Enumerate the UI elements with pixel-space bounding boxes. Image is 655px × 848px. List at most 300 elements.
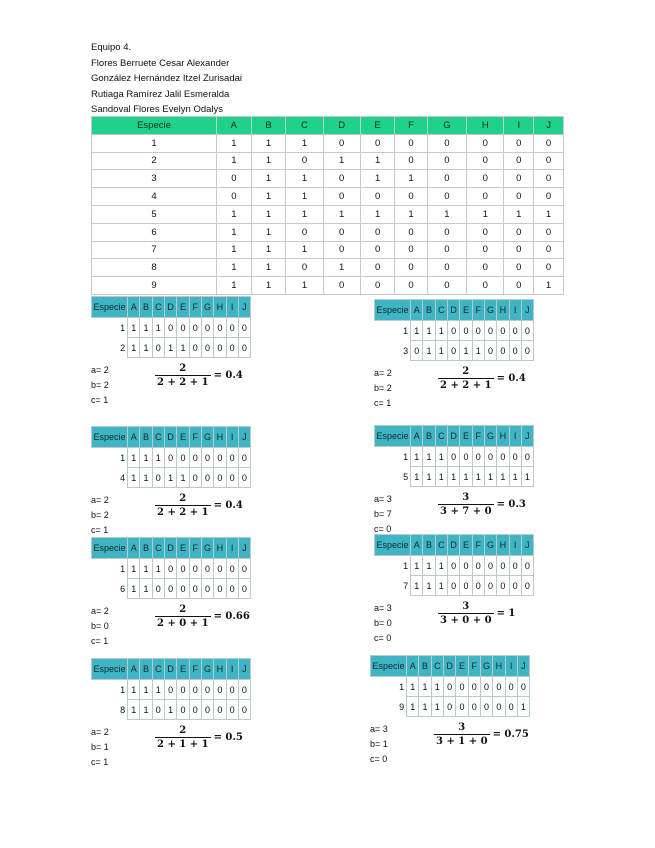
trait-cell: 0 bbox=[427, 241, 467, 259]
column-header: G bbox=[201, 538, 213, 559]
column-header: H bbox=[214, 538, 226, 559]
species-cell: 2 bbox=[92, 152, 217, 170]
denominator: 3 + 1 + 0 bbox=[436, 736, 488, 747]
trait-cell: 0 bbox=[493, 677, 505, 697]
trait-cell: 0 bbox=[360, 134, 395, 152]
trait-cell: 0 bbox=[509, 556, 521, 576]
trait-cell: 1 bbox=[423, 467, 435, 487]
trait-cell: 1 bbox=[504, 205, 534, 223]
author-name: Sandoval Flores Evelyn Odalys bbox=[91, 104, 224, 115]
trait-cell: 0 bbox=[238, 579, 250, 599]
trait-cell: 1 bbox=[447, 467, 459, 487]
trait-cell: 1 bbox=[484, 467, 496, 487]
table-header-row bbox=[92, 427, 251, 448]
column-header: F bbox=[468, 656, 480, 677]
column-header: I bbox=[226, 297, 238, 318]
column-header: H bbox=[467, 117, 504, 135]
numerator: 2 bbox=[179, 493, 187, 504]
comparison-table bbox=[374, 299, 534, 361]
author-name: Rutiaga Ramírez Jalil Esmeralda bbox=[91, 88, 230, 100]
trait-cell: 0 bbox=[238, 700, 250, 720]
numerator: 2 bbox=[179, 725, 187, 736]
trait-cell: 1 bbox=[435, 467, 447, 487]
column-header: E bbox=[177, 538, 189, 559]
trait-cell: 1 bbox=[217, 223, 252, 241]
trait-cell: 1 bbox=[140, 579, 152, 599]
trait-cell: 1 bbox=[286, 277, 323, 295]
column-header: J bbox=[521, 426, 533, 447]
column-header: A bbox=[411, 300, 423, 321]
trait-cell: 0 bbox=[189, 680, 201, 700]
trait-cell: 1 bbox=[140, 448, 152, 468]
species-cell: 9 bbox=[371, 697, 407, 717]
trait-cell: 1 bbox=[128, 700, 140, 720]
species-cell: 7 bbox=[375, 576, 411, 596]
trait-cell: 0 bbox=[472, 576, 484, 596]
trait-cell: 1 bbox=[521, 467, 533, 487]
column-header: H bbox=[497, 300, 509, 321]
column-header: I bbox=[226, 659, 238, 680]
column-header: F bbox=[189, 659, 201, 680]
variable-list bbox=[370, 722, 388, 767]
variable-value: c= 0 bbox=[370, 754, 388, 764]
trait-cell: 0 bbox=[360, 241, 395, 259]
table-row bbox=[92, 259, 564, 277]
trait-cell: 1 bbox=[360, 170, 395, 188]
trait-cell: 0 bbox=[497, 556, 509, 576]
trait-cell: 0 bbox=[360, 259, 395, 277]
trait-cell: 0 bbox=[189, 338, 201, 358]
table-row bbox=[92, 448, 251, 468]
trait-cell: 0 bbox=[534, 152, 564, 170]
table-row bbox=[375, 556, 534, 576]
trait-cell: 1 bbox=[423, 321, 435, 341]
numerator: 2 bbox=[179, 363, 187, 374]
trait-cell: 0 bbox=[480, 677, 492, 697]
column-header: D bbox=[164, 538, 176, 559]
trait-cell: 0 bbox=[504, 152, 534, 170]
denominator: 2 + 2 + 1 bbox=[157, 377, 209, 388]
column-header: F bbox=[189, 297, 201, 318]
comparison-table bbox=[91, 658, 251, 720]
trait-cell: 0 bbox=[509, 447, 521, 467]
table-row bbox=[92, 700, 251, 720]
trait-cell: 0 bbox=[467, 223, 504, 241]
trait-cell: 1 bbox=[128, 448, 140, 468]
trait-cell: 0 bbox=[427, 134, 467, 152]
trait-cell: 0 bbox=[447, 576, 459, 596]
trait-cell: 0 bbox=[517, 677, 529, 697]
trait-cell: 1 bbox=[217, 205, 252, 223]
trait-cell: 0 bbox=[484, 321, 496, 341]
table-row bbox=[92, 468, 251, 488]
trait-cell: 0 bbox=[189, 579, 201, 599]
column-header: Especie bbox=[92, 538, 128, 559]
trait-cell: 0 bbox=[427, 277, 467, 295]
table-header-row bbox=[375, 426, 534, 447]
trait-cell: 0 bbox=[238, 338, 250, 358]
species-cell: 1 bbox=[92, 134, 217, 152]
variable-list bbox=[91, 725, 109, 770]
column-header: A bbox=[411, 535, 423, 556]
variable-value: a= 2 bbox=[91, 365, 109, 375]
variable-list bbox=[374, 366, 392, 411]
column-header: H bbox=[214, 659, 226, 680]
trait-cell: 1 bbox=[152, 318, 164, 338]
variable-list bbox=[91, 604, 109, 649]
trait-cell: 0 bbox=[472, 556, 484, 576]
comparison-table bbox=[374, 534, 534, 596]
author-name: Flores Berruete Cesar Alexander bbox=[91, 57, 230, 69]
species-cell: 8 bbox=[92, 700, 128, 720]
similarity-formula bbox=[434, 722, 529, 747]
column-header: C bbox=[286, 117, 323, 135]
trait-cell: 1 bbox=[435, 341, 447, 361]
trait-cell: 0 bbox=[395, 134, 427, 152]
trait-cell: 0 bbox=[323, 134, 360, 152]
trait-cell: 0 bbox=[467, 188, 504, 206]
numerator: 2 bbox=[462, 366, 470, 377]
comparison-block bbox=[91, 296, 251, 416]
trait-cell: 0 bbox=[286, 259, 323, 277]
team-label: Equipo 4. bbox=[91, 42, 132, 53]
fraction bbox=[155, 493, 211, 518]
numerator: 3 bbox=[462, 492, 470, 503]
trait-cell: 0 bbox=[164, 318, 176, 338]
table-header-row bbox=[92, 297, 251, 318]
trait-cell: 0 bbox=[189, 318, 201, 338]
trait-cell: 1 bbox=[423, 341, 435, 361]
trait-cell: 0 bbox=[460, 556, 472, 576]
trait-cell: 0 bbox=[468, 677, 480, 697]
trait-cell: 0 bbox=[497, 576, 509, 596]
variable-value: c= 0 bbox=[374, 524, 392, 534]
trait-cell: 1 bbox=[435, 447, 447, 467]
column-header: Especie bbox=[375, 426, 411, 447]
trait-cell: 1 bbox=[128, 338, 140, 358]
trait-cell: 0 bbox=[201, 680, 213, 700]
column-header: A bbox=[128, 297, 140, 318]
table-header-row bbox=[375, 300, 534, 321]
trait-cell: 0 bbox=[505, 697, 517, 717]
similarity-formula bbox=[155, 363, 243, 388]
trait-cell: 1 bbox=[472, 467, 484, 487]
denominator: 3 + 0 + 0 bbox=[440, 615, 492, 626]
column-header: C bbox=[152, 659, 164, 680]
column-header: C bbox=[152, 427, 164, 448]
trait-cell: 1 bbox=[460, 341, 472, 361]
column-header: Especie bbox=[92, 659, 128, 680]
similarity-formula bbox=[438, 601, 515, 626]
trait-cell: 1 bbox=[140, 318, 152, 338]
column-header: H bbox=[497, 426, 509, 447]
trait-cell: 1 bbox=[411, 447, 423, 467]
column-header: D bbox=[447, 300, 459, 321]
trait-cell: 0 bbox=[427, 223, 467, 241]
trait-cell: 1 bbox=[360, 205, 395, 223]
species-cell: 1 bbox=[92, 448, 128, 468]
trait-cell: 0 bbox=[443, 677, 455, 697]
trait-cell: 0 bbox=[447, 321, 459, 341]
column-header: A bbox=[128, 538, 140, 559]
trait-cell: 1 bbox=[217, 152, 252, 170]
trait-cell: 0 bbox=[509, 341, 521, 361]
trait-cell: 0 bbox=[226, 318, 238, 338]
column-header: F bbox=[472, 426, 484, 447]
trait-cell: 0 bbox=[467, 134, 504, 152]
column-header: C bbox=[435, 426, 447, 447]
column-header: A bbox=[217, 117, 252, 135]
trait-cell: 1 bbox=[407, 677, 419, 697]
trait-cell: 0 bbox=[226, 579, 238, 599]
column-header: F bbox=[472, 300, 484, 321]
trait-cell: 0 bbox=[427, 259, 467, 277]
trait-cell: 0 bbox=[201, 318, 213, 338]
species-matrix-table bbox=[91, 116, 564, 295]
trait-cell: 0 bbox=[286, 152, 323, 170]
trait-cell: 0 bbox=[467, 170, 504, 188]
trait-cell: 1 bbox=[251, 188, 286, 206]
comparison-table bbox=[374, 425, 534, 487]
variable-value: c= 1 bbox=[91, 525, 109, 535]
trait-cell: 0 bbox=[323, 188, 360, 206]
species-cell: 7 bbox=[92, 241, 217, 259]
column-header: F bbox=[189, 538, 201, 559]
trait-cell: 0 bbox=[497, 321, 509, 341]
trait-cell: 1 bbox=[497, 467, 509, 487]
species-cell: 1 bbox=[375, 556, 411, 576]
table-header-row bbox=[371, 656, 530, 677]
column-header: J bbox=[238, 538, 250, 559]
trait-cell: 1 bbox=[217, 241, 252, 259]
trait-cell: 0 bbox=[395, 259, 427, 277]
table-row bbox=[92, 338, 251, 358]
trait-cell: 0 bbox=[395, 241, 427, 259]
trait-cell: 0 bbox=[201, 468, 213, 488]
column-header: I bbox=[504, 117, 534, 135]
species-cell: 4 bbox=[92, 468, 128, 488]
trait-cell: 0 bbox=[177, 318, 189, 338]
column-header: F bbox=[189, 427, 201, 448]
column-header: D bbox=[447, 426, 459, 447]
trait-cell: 1 bbox=[435, 576, 447, 596]
trait-cell: 1 bbox=[177, 468, 189, 488]
trait-cell: 1 bbox=[251, 205, 286, 223]
trait-cell: 0 bbox=[504, 188, 534, 206]
similarity-formula bbox=[155, 725, 243, 750]
column-header: B bbox=[423, 300, 435, 321]
column-header: B bbox=[419, 656, 431, 677]
trait-cell: 0 bbox=[214, 448, 226, 468]
column-header: E bbox=[460, 426, 472, 447]
variable-value: b= 2 bbox=[374, 383, 392, 393]
trait-cell: 0 bbox=[226, 448, 238, 468]
table-row bbox=[92, 318, 251, 338]
species-cell: 5 bbox=[92, 205, 217, 223]
trait-cell: 1 bbox=[217, 277, 252, 295]
table-row bbox=[371, 677, 530, 697]
species-cell: 1 bbox=[375, 321, 411, 341]
trait-cell: 0 bbox=[226, 468, 238, 488]
column-header: J bbox=[238, 297, 250, 318]
species-cell: 6 bbox=[92, 579, 128, 599]
table-header-row bbox=[92, 538, 251, 559]
trait-cell: 0 bbox=[447, 341, 459, 361]
trait-cell: 0 bbox=[443, 697, 455, 717]
trait-cell: 0 bbox=[411, 341, 423, 361]
comparison-table bbox=[370, 655, 530, 717]
trait-cell: 0 bbox=[521, 321, 533, 341]
variable-value: b= 2 bbox=[91, 510, 109, 520]
column-header: J bbox=[534, 117, 564, 135]
table-row bbox=[375, 447, 534, 467]
trait-cell: 1 bbox=[286, 241, 323, 259]
trait-cell: 0 bbox=[214, 579, 226, 599]
table-row bbox=[92, 680, 251, 700]
formula-result: = 0.4 bbox=[213, 500, 243, 511]
trait-cell: 0 bbox=[286, 223, 323, 241]
trait-cell: 0 bbox=[164, 448, 176, 468]
column-header: H bbox=[497, 535, 509, 556]
similarity-formula bbox=[155, 493, 243, 518]
species-cell: 2 bbox=[92, 338, 128, 358]
trait-cell: 0 bbox=[152, 468, 164, 488]
trait-cell: 0 bbox=[217, 188, 252, 206]
column-header: B bbox=[251, 117, 286, 135]
denominator: 2 + 0 + 1 bbox=[157, 618, 209, 629]
trait-cell: 0 bbox=[493, 697, 505, 717]
variable-value: a= 3 bbox=[374, 494, 392, 504]
column-header: C bbox=[435, 300, 447, 321]
column-header: I bbox=[505, 656, 517, 677]
trait-cell: 1 bbox=[164, 468, 176, 488]
formula-result: = 1 bbox=[496, 608, 516, 619]
trait-cell: 1 bbox=[534, 277, 564, 295]
trait-cell: 0 bbox=[534, 241, 564, 259]
column-header: I bbox=[226, 427, 238, 448]
trait-cell: 1 bbox=[217, 134, 252, 152]
trait-cell: 1 bbox=[251, 152, 286, 170]
column-header: Especie bbox=[92, 117, 217, 135]
comparison-block bbox=[374, 299, 534, 419]
column-header: Especie bbox=[375, 535, 411, 556]
trait-cell: 0 bbox=[189, 559, 201, 579]
trait-cell: 0 bbox=[214, 468, 226, 488]
trait-cell: 0 bbox=[177, 448, 189, 468]
trait-cell: 1 bbox=[534, 205, 564, 223]
trait-cell: 0 bbox=[201, 579, 213, 599]
column-header: G bbox=[201, 659, 213, 680]
trait-cell: 0 bbox=[214, 559, 226, 579]
formula-result: = 0.5 bbox=[213, 732, 243, 743]
column-header: E bbox=[456, 656, 468, 677]
trait-cell: 1 bbox=[407, 697, 419, 717]
table-header-row bbox=[92, 659, 251, 680]
trait-cell: 1 bbox=[140, 338, 152, 358]
fraction bbox=[438, 366, 494, 391]
column-header: E bbox=[177, 297, 189, 318]
variable-value: a= 2 bbox=[91, 727, 109, 737]
variable-value: c= 0 bbox=[374, 633, 392, 643]
column-header: Especie bbox=[371, 656, 407, 677]
trait-cell: 0 bbox=[395, 223, 427, 241]
column-header: J bbox=[521, 535, 533, 556]
trait-cell: 1 bbox=[164, 700, 176, 720]
column-header: H bbox=[214, 427, 226, 448]
author-name: González Hernández Itzel Zurisadai bbox=[91, 73, 243, 84]
column-header: G bbox=[484, 426, 496, 447]
table-row bbox=[92, 277, 564, 295]
denominator: 2 + 2 + 1 bbox=[440, 380, 492, 391]
trait-cell: 0 bbox=[504, 170, 534, 188]
denominator: 2 + 2 + 1 bbox=[157, 507, 209, 518]
trait-cell: 1 bbox=[140, 468, 152, 488]
trait-cell: 1 bbox=[140, 700, 152, 720]
trait-cell: 0 bbox=[238, 680, 250, 700]
trait-cell: 0 bbox=[447, 447, 459, 467]
fraction bbox=[155, 725, 211, 750]
variable-value: a= 2 bbox=[374, 368, 392, 378]
trait-cell: 1 bbox=[435, 321, 447, 341]
trait-cell: 0 bbox=[238, 318, 250, 338]
trait-cell: 0 bbox=[497, 341, 509, 361]
column-header: E bbox=[460, 300, 472, 321]
trait-cell: 1 bbox=[411, 556, 423, 576]
trait-cell: 0 bbox=[238, 468, 250, 488]
trait-cell: 0 bbox=[177, 559, 189, 579]
trait-cell: 0 bbox=[189, 700, 201, 720]
trait-cell: 0 bbox=[152, 338, 164, 358]
trait-cell: 0 bbox=[484, 576, 496, 596]
trait-cell: 0 bbox=[164, 680, 176, 700]
column-header: Especie bbox=[92, 297, 128, 318]
column-header: D bbox=[164, 659, 176, 680]
column-header: H bbox=[493, 656, 505, 677]
fraction bbox=[155, 363, 211, 388]
column-header: C bbox=[435, 535, 447, 556]
comparison-block bbox=[91, 658, 251, 778]
trait-cell: 1 bbox=[286, 205, 323, 223]
trait-cell: 1 bbox=[152, 559, 164, 579]
column-header: D bbox=[447, 535, 459, 556]
comparison-table bbox=[91, 426, 251, 488]
trait-cell: 1 bbox=[419, 697, 431, 717]
column-header: B bbox=[140, 297, 152, 318]
trait-cell: 0 bbox=[226, 559, 238, 579]
trait-cell: 0 bbox=[427, 188, 467, 206]
trait-cell: 0 bbox=[534, 259, 564, 277]
variable-list bbox=[374, 601, 392, 646]
fraction bbox=[434, 722, 490, 747]
formula-result: = 0.4 bbox=[213, 370, 243, 381]
trait-cell: 1 bbox=[411, 467, 423, 487]
trait-cell: 1 bbox=[152, 680, 164, 700]
species-cell: 6 bbox=[92, 223, 217, 241]
column-header: J bbox=[238, 659, 250, 680]
trait-cell: 0 bbox=[177, 579, 189, 599]
column-header: G bbox=[484, 535, 496, 556]
trait-cell: 1 bbox=[435, 556, 447, 576]
trait-cell: 1 bbox=[251, 223, 286, 241]
authors-block bbox=[91, 40, 242, 118]
trait-cell: 0 bbox=[504, 223, 534, 241]
table-row bbox=[92, 559, 251, 579]
trait-cell: 0 bbox=[217, 170, 252, 188]
table-row bbox=[92, 170, 564, 188]
trait-cell: 0 bbox=[189, 448, 201, 468]
table-header-row bbox=[375, 535, 534, 556]
trait-cell: 1 bbox=[472, 341, 484, 361]
